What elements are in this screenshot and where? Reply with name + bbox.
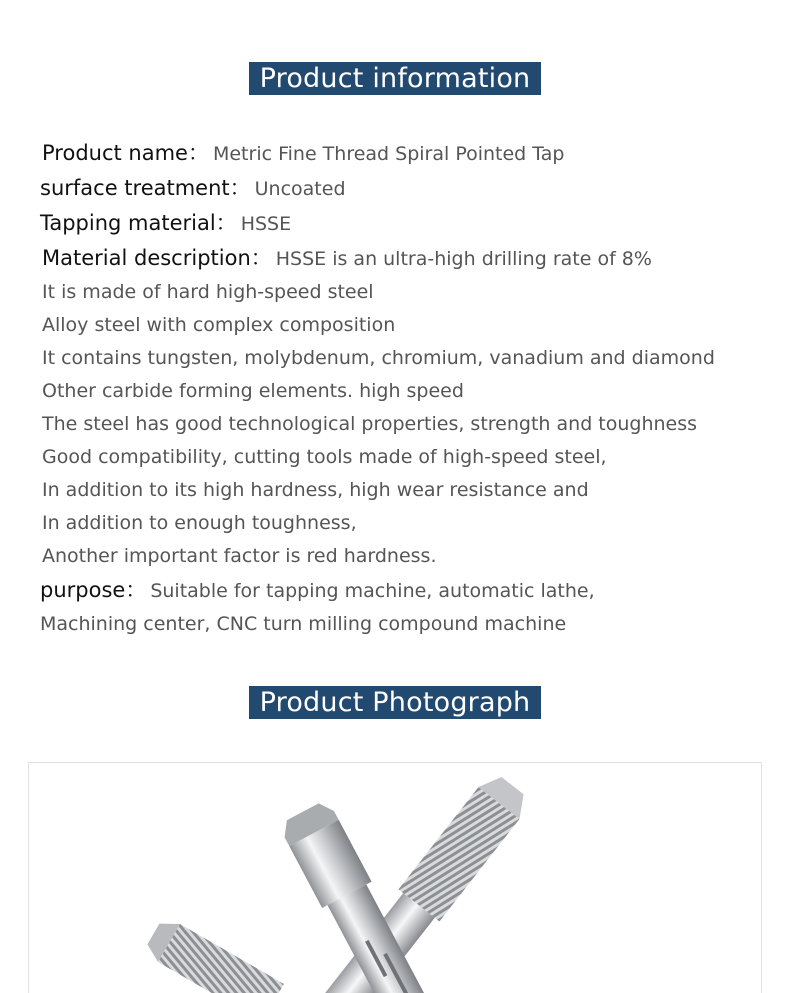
tapping-material-row — [40, 206, 780, 241]
material-description-row — [40, 241, 780, 276]
material-description-line: Another important factor is red hardness. — [42, 545, 437, 567]
section-title-product-information — [0, 62, 790, 95]
material-description-line: In addition to enough toughness, — [42, 512, 357, 534]
material-description-line: The steel has good technological properties, strength and toughness — [42, 413, 698, 435]
material-description-line: Alloy steel with complex composition — [42, 314, 396, 336]
purpose-row — [40, 573, 780, 608]
section-title-text: Product information — [249, 62, 542, 95]
tapping-material-value: HSSE — [240, 213, 292, 235]
material-description-line: It is made of hard high-speed steel — [42, 281, 374, 303]
surface-treatment-value: Uncoated — [254, 178, 346, 200]
material-description-line: It contains tungsten, molybdenum, chromium, vanadium and diamond — [42, 347, 715, 369]
section-title-text: Product Photograph — [249, 686, 542, 719]
surface-treatment-label: surface treatment： — [40, 176, 251, 200]
product-name-value: Metric Fine Thread Spiral Pointed Tap — [212, 143, 565, 165]
purpose-label: purpose： — [40, 578, 147, 602]
material-description-label: Material description： — [42, 246, 272, 270]
material-description-line: In addition to its high hardness, high wear resistance and — [42, 479, 589, 501]
product-info — [40, 136, 780, 641]
product-photo — [28, 762, 762, 993]
spiral-tap-illustration — [29, 763, 761, 993]
product-name-row — [40, 136, 780, 171]
material-description-line: Other carbide forming elements. high speed — [42, 380, 464, 402]
surface-treatment-row — [40, 171, 780, 206]
tapping-material-label: Tapping material： — [40, 211, 237, 235]
material-description-line: Good compatibility, cutting tools made of high-speed steel, — [42, 446, 607, 468]
material-description-line: HSSE is an ultra-high drilling rate of 8% — [275, 248, 652, 270]
purpose-line: Machining center, CNC turn milling compound machine — [40, 613, 567, 635]
purpose-line: Suitable for tapping machine, automatic lathe, — [150, 580, 595, 602]
tap-left — [142, 915, 284, 993]
section-title-product-photograph — [0, 686, 790, 719]
product-name-label: Product name： — [42, 141, 209, 165]
